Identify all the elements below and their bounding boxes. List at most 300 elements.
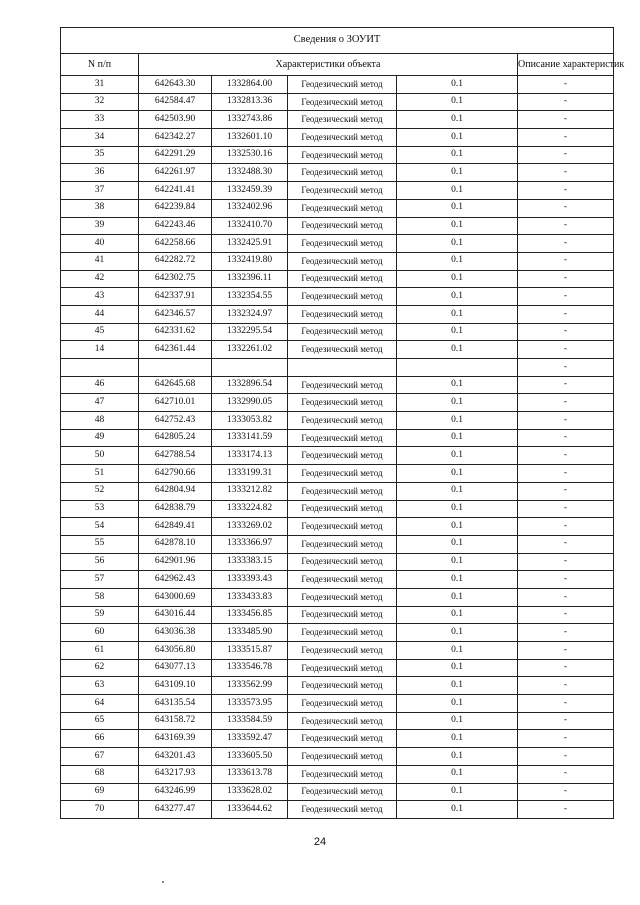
cell-accuracy: 0.1 [397,76,518,94]
cell-number: 33 [61,111,139,129]
cell-method: Геодезический метод [288,801,397,819]
cell-x-coordinate: 643201.43 [139,748,212,766]
cell-y-coordinate: 1332743.86 [212,111,288,129]
cell-empty [288,359,397,377]
table-row [61,164,614,182]
cell-method: Геодезический метод [288,553,397,571]
cell-x-coordinate: 642282.72 [139,252,212,270]
table-row [61,765,614,783]
cell-number: 45 [61,323,139,341]
cell-y-coordinate: 1332601.10 [212,129,288,147]
cell-accuracy: 0.1 [397,482,518,500]
cell-y-coordinate: 1332990.05 [212,394,288,412]
cell-method: Геодезический метод [288,129,397,147]
cell-x-coordinate: 643109.10 [139,677,212,695]
cell-accuracy: 0.1 [397,412,518,430]
cell-number: 44 [61,305,139,323]
header-characteristics: Характеристики объекта [139,54,518,76]
table-row [61,376,614,394]
cell-accuracy: 0.1 [397,217,518,235]
cell-description: - [518,642,614,660]
cell-method: Геодезический метод [288,712,397,730]
table-row [61,199,614,217]
cell-y-coordinate: 1333573.95 [212,695,288,713]
table-row [61,748,614,766]
cell-description: - [518,677,614,695]
cell-number: 39 [61,217,139,235]
cell-description: - [518,305,614,323]
cell-number: 55 [61,535,139,553]
table-row [61,695,614,713]
cell-description: - [518,182,614,200]
table-row [61,235,614,253]
table-row [61,252,614,270]
cell-x-coordinate: 643036.38 [139,624,212,642]
cell-y-coordinate: 1333628.02 [212,783,288,801]
cell-y-coordinate: 1333053.82 [212,412,288,430]
cell-description: - [518,535,614,553]
cell-x-coordinate: 643056.80 [139,642,212,660]
cell-x-coordinate: 643158.72 [139,712,212,730]
cell-description: - [518,146,614,164]
cell-method: Геодезический метод [288,518,397,536]
cell-accuracy: 0.1 [397,571,518,589]
cell-number: 53 [61,500,139,518]
cell-method: Геодезический метод [288,765,397,783]
table-row [61,659,614,677]
cell-accuracy: 0.1 [397,288,518,306]
cell-method: Геодезический метод [288,182,397,200]
cell-y-coordinate: 1333613.78 [212,765,288,783]
table-row [61,801,614,819]
cell-description: - [518,447,614,465]
cell-description: - [518,553,614,571]
cell-x-coordinate: 642258.66 [139,235,212,253]
cell-y-coordinate: 1333269.02 [212,518,288,536]
cell-y-coordinate: 1333562.99 [212,677,288,695]
cell-x-coordinate: 643169.39 [139,730,212,748]
cell-x-coordinate: 642361.44 [139,341,212,359]
cell-method: Геодезический метод [288,695,397,713]
cell-accuracy: 0.1 [397,447,518,465]
cell-number: 65 [61,712,139,730]
cell-accuracy: 0.1 [397,305,518,323]
cell-number: 41 [61,252,139,270]
cell-x-coordinate: 642643.30 [139,76,212,94]
cell-x-coordinate: 642790.66 [139,465,212,483]
table-row [61,624,614,642]
cell-method: Геодезический метод [288,571,397,589]
cell-accuracy: 0.1 [397,93,518,111]
cell-y-coordinate: 1333433.83 [212,588,288,606]
cell-x-coordinate: 642342.27 [139,129,212,147]
cell-accuracy: 0.1 [397,465,518,483]
cell-method: Геодезический метод [288,305,397,323]
cell-method: Геодезический метод [288,588,397,606]
table-row [61,500,614,518]
table-row [61,305,614,323]
cell-method: Геодезический метод [288,270,397,288]
cell-description: - [518,235,614,253]
cell-method: Геодезический метод [288,252,397,270]
table-row [61,182,614,200]
title-row [61,28,614,54]
cell-number: 51 [61,465,139,483]
cell-x-coordinate: 643217.93 [139,765,212,783]
table-row [61,129,614,147]
zouit-table [60,27,625,819]
cell-accuracy: 0.1 [397,765,518,783]
cell-method: Геодезический метод [288,164,397,182]
cell-y-coordinate: 1332419.80 [212,252,288,270]
cell-description: - [518,659,614,677]
cell-description: - [518,164,614,182]
cell-y-coordinate: 1333515.87 [212,642,288,660]
cell-y-coordinate: 1332354.55 [212,288,288,306]
cell-number: 57 [61,571,139,589]
cell-x-coordinate: 642239.84 [139,199,212,217]
cell-number: 68 [61,765,139,783]
cell-description: - [518,518,614,536]
cell-number: 64 [61,695,139,713]
cell-description: - [518,695,614,713]
cell-number: 67 [61,748,139,766]
cell-y-coordinate: 1333224.82 [212,500,288,518]
cell-method: Геодезический метод [288,465,397,483]
cell-description: - [518,606,614,624]
cell-number: 34 [61,129,139,147]
cell-method: Геодезический метод [288,677,397,695]
cell-x-coordinate: 642241.41 [139,182,212,200]
cell-description: - [518,588,614,606]
cell-accuracy: 0.1 [397,712,518,730]
cell-accuracy: 0.1 [397,129,518,147]
cell-accuracy: 0.1 [397,624,518,642]
table-row [61,730,614,748]
cell-number: 37 [61,182,139,200]
cell-x-coordinate: 642838.79 [139,500,212,518]
cell-accuracy: 0.1 [397,677,518,695]
cell-accuracy: 0.1 [397,146,518,164]
cell-description: - [518,288,614,306]
cell-y-coordinate: 1333592.47 [212,730,288,748]
cell-accuracy: 0.1 [397,111,518,129]
cell-number: 46 [61,376,139,394]
cell-method: Геодезический метод [288,394,397,412]
table-row [61,412,614,430]
cell-method: Геодезический метод [288,288,397,306]
cell-number: 59 [61,606,139,624]
cell-description: - [518,270,614,288]
cell-y-coordinate: 1332402.96 [212,199,288,217]
cell-accuracy: 0.1 [397,642,518,660]
cell-number: 63 [61,677,139,695]
header-num: N п/п [61,54,139,76]
cell-number: 49 [61,429,139,447]
cell-accuracy: 0.1 [397,341,518,359]
cell-y-coordinate: 1332425.91 [212,235,288,253]
cell-description: - [518,465,614,483]
cell-y-coordinate: 1332896.54 [212,376,288,394]
cell-description: - [518,76,614,94]
cell-accuracy: 0.1 [397,270,518,288]
table-row [61,394,614,412]
header-row [61,54,614,76]
cell-method: Геодезический метод [288,659,397,677]
cell-accuracy: 0.1 [397,659,518,677]
table-row [61,571,614,589]
cell-y-coordinate: 1332324.97 [212,305,288,323]
cell-accuracy: 0.1 [397,801,518,819]
header-description: Описание характеристик [518,54,614,76]
cell-x-coordinate: 642805.24 [139,429,212,447]
table-row [61,518,614,536]
cell-x-coordinate: 642878.10 [139,535,212,553]
cell-description: - [518,412,614,430]
cell-y-coordinate: 1332488.30 [212,164,288,182]
cell-x-coordinate: 642804.94 [139,482,212,500]
cell-y-coordinate: 1333605.50 [212,748,288,766]
table-row [61,783,614,801]
cell-y-coordinate: 1333174.13 [212,447,288,465]
cell-number: 14 [61,341,139,359]
cell-method: Геодезический метод [288,447,397,465]
cell-x-coordinate: 642645.68 [139,376,212,394]
cell-number: 43 [61,288,139,306]
cell-accuracy: 0.1 [397,783,518,801]
cell-description: - [518,376,614,394]
cell-method: Геодезический метод [288,76,397,94]
cell-number: 56 [61,553,139,571]
cell-number: 35 [61,146,139,164]
cell-accuracy: 0.1 [397,394,518,412]
cell-description: - [518,730,614,748]
cell-description: - [518,252,614,270]
cell-number: 36 [61,164,139,182]
cell-method: Геодезический метод [288,93,397,111]
cell-method: Геодезический метод [288,376,397,394]
table-row [61,677,614,695]
cell-description: - [518,765,614,783]
cell-method: Геодезический метод [288,235,397,253]
cell-x-coordinate: 642337.91 [139,288,212,306]
cell-x-coordinate: 643077.13 [139,659,212,677]
cell-x-coordinate: 643246.99 [139,783,212,801]
cell-y-coordinate: 1333212.82 [212,482,288,500]
cell-number: 42 [61,270,139,288]
cell-number: 61 [61,642,139,660]
cell-description: - [518,429,614,447]
cell-y-coordinate: 1333366.97 [212,535,288,553]
cell-y-coordinate: 1332295.54 [212,323,288,341]
cell-description: - [518,129,614,147]
table-row [61,341,614,359]
cell-y-coordinate: 1333383.15 [212,553,288,571]
cell-x-coordinate: 642584.47 [139,93,212,111]
page-number: 24 [313,836,327,848]
table-row [61,76,614,94]
cell-y-coordinate: 1332864.00 [212,76,288,94]
cell-accuracy: 0.1 [397,235,518,253]
cell-method: Геодезический метод [288,217,397,235]
cell-x-coordinate: 642503.90 [139,111,212,129]
cell-method: Геодезический метод [288,412,397,430]
zouit-sheet [60,27,625,819]
cell-x-coordinate: 642243.46 [139,217,212,235]
cell-accuracy: 0.1 [397,553,518,571]
cell-description: - [518,323,614,341]
cell-y-coordinate: 1333644.62 [212,801,288,819]
cell-number: 52 [61,482,139,500]
cell-x-coordinate: 642788.54 [139,447,212,465]
cell-accuracy: 0.1 [397,199,518,217]
table-row [61,146,614,164]
table-row [61,482,614,500]
cell-y-coordinate: 1332396.11 [212,270,288,288]
table-row [61,588,614,606]
cell-method: Геодезический метод [288,323,397,341]
table-row [61,606,614,624]
cell-method: Геодезический метод [288,341,397,359]
cell-accuracy: 0.1 [397,535,518,553]
cell-y-coordinate: 1333141.59 [212,429,288,447]
cell-description: - [518,748,614,766]
cell-empty [212,359,288,377]
cell-method: Геодезический метод [288,535,397,553]
cell-number: 54 [61,518,139,536]
cell-y-coordinate: 1332410.70 [212,217,288,235]
table-row [61,111,614,129]
cell-y-coordinate: 1332261.02 [212,341,288,359]
cell-accuracy: 0.1 [397,323,518,341]
table-row [61,535,614,553]
cell-x-coordinate: 642849.41 [139,518,212,536]
cell-x-coordinate: 643016.44 [139,606,212,624]
cell-description: - [518,783,614,801]
cell-accuracy: 0.1 [397,500,518,518]
cell-x-coordinate: 642962.43 [139,571,212,589]
cell-method: Геодезический метод [288,624,397,642]
cell-accuracy: 0.1 [397,748,518,766]
cell-method: Геодезический метод [288,482,397,500]
cell-x-coordinate: 642901.96 [139,553,212,571]
cell-method: Геодезический метод [288,111,397,129]
cell-method: Геодезический метод [288,429,397,447]
cell-accuracy: 0.1 [397,182,518,200]
cell-x-coordinate: 642346.57 [139,305,212,323]
cell-x-coordinate: 643000.69 [139,588,212,606]
cell-x-coordinate: 642291.29 [139,146,212,164]
cell-method: Геодезический метод [288,199,397,217]
scan-speck [162,881,164,883]
cell-accuracy: 0.1 [397,164,518,182]
cell-description: - [518,712,614,730]
cell-number: 48 [61,412,139,430]
cell-x-coordinate: 642710.01 [139,394,212,412]
cell-accuracy: 0.1 [397,588,518,606]
table-row [61,712,614,730]
cell-accuracy: 0.1 [397,252,518,270]
cell-y-coordinate: 1332459.39 [212,182,288,200]
cell-number: 66 [61,730,139,748]
cell-method: Геодезический метод [288,748,397,766]
cell-number: 40 [61,235,139,253]
cell-x-coordinate: 642752.43 [139,412,212,430]
cell-description: - [518,359,614,377]
cell-number: 62 [61,659,139,677]
table-row [61,447,614,465]
table-row [61,217,614,235]
cell-description: - [518,801,614,819]
cell-description: - [518,217,614,235]
cell-method: Геодезический метод [288,146,397,164]
cell-number: 60 [61,624,139,642]
cell-accuracy: 0.1 [397,429,518,447]
cell-x-coordinate: 642302.75 [139,270,212,288]
cell-x-coordinate: 643277.47 [139,801,212,819]
table-row [61,323,614,341]
table-row [61,270,614,288]
cell-description: - [518,111,614,129]
cell-description: - [518,500,614,518]
cell-method: Геодезический метод [288,500,397,518]
cell-accuracy: 0.1 [397,606,518,624]
cell-y-coordinate: 1333546.78 [212,659,288,677]
table-row [61,465,614,483]
cell-accuracy: 0.1 [397,518,518,536]
cell-y-coordinate: 1333485.90 [212,624,288,642]
table-row [61,553,614,571]
cell-number: 38 [61,199,139,217]
cell-number: 47 [61,394,139,412]
table-row [61,642,614,660]
cell-y-coordinate: 1332813.36 [212,93,288,111]
separator-row [61,359,614,377]
cell-empty [397,359,518,377]
cell-description: - [518,482,614,500]
cell-description: - [518,341,614,359]
cell-number: 70 [61,801,139,819]
cell-y-coordinate: 1332530.16 [212,146,288,164]
cell-number: 69 [61,783,139,801]
cell-number: 32 [61,93,139,111]
cell-y-coordinate: 1333199.31 [212,465,288,483]
cell-method: Геодезический метод [288,606,397,624]
cell-y-coordinate: 1333456.85 [212,606,288,624]
cell-number: 31 [61,76,139,94]
cell-x-coordinate: 643135.54 [139,695,212,713]
cell-x-coordinate: 642331.62 [139,323,212,341]
cell-description: - [518,199,614,217]
cell-x-coordinate: 642261.97 [139,164,212,182]
cell-method: Геодезический метод [288,783,397,801]
cell-empty [139,359,212,377]
cell-accuracy: 0.1 [397,376,518,394]
cell-empty [61,359,139,377]
cell-method: Геодезический метод [288,642,397,660]
cell-y-coordinate: 1333584.59 [212,712,288,730]
table-title: Сведения о ЗОУИТ [61,28,614,54]
cell-accuracy: 0.1 [397,695,518,713]
table-row [61,429,614,447]
cell-description: - [518,93,614,111]
cell-description: - [518,394,614,412]
cell-accuracy: 0.1 [397,730,518,748]
table-row [61,288,614,306]
cell-number: 50 [61,447,139,465]
table-row [61,93,614,111]
cell-description: - [518,571,614,589]
